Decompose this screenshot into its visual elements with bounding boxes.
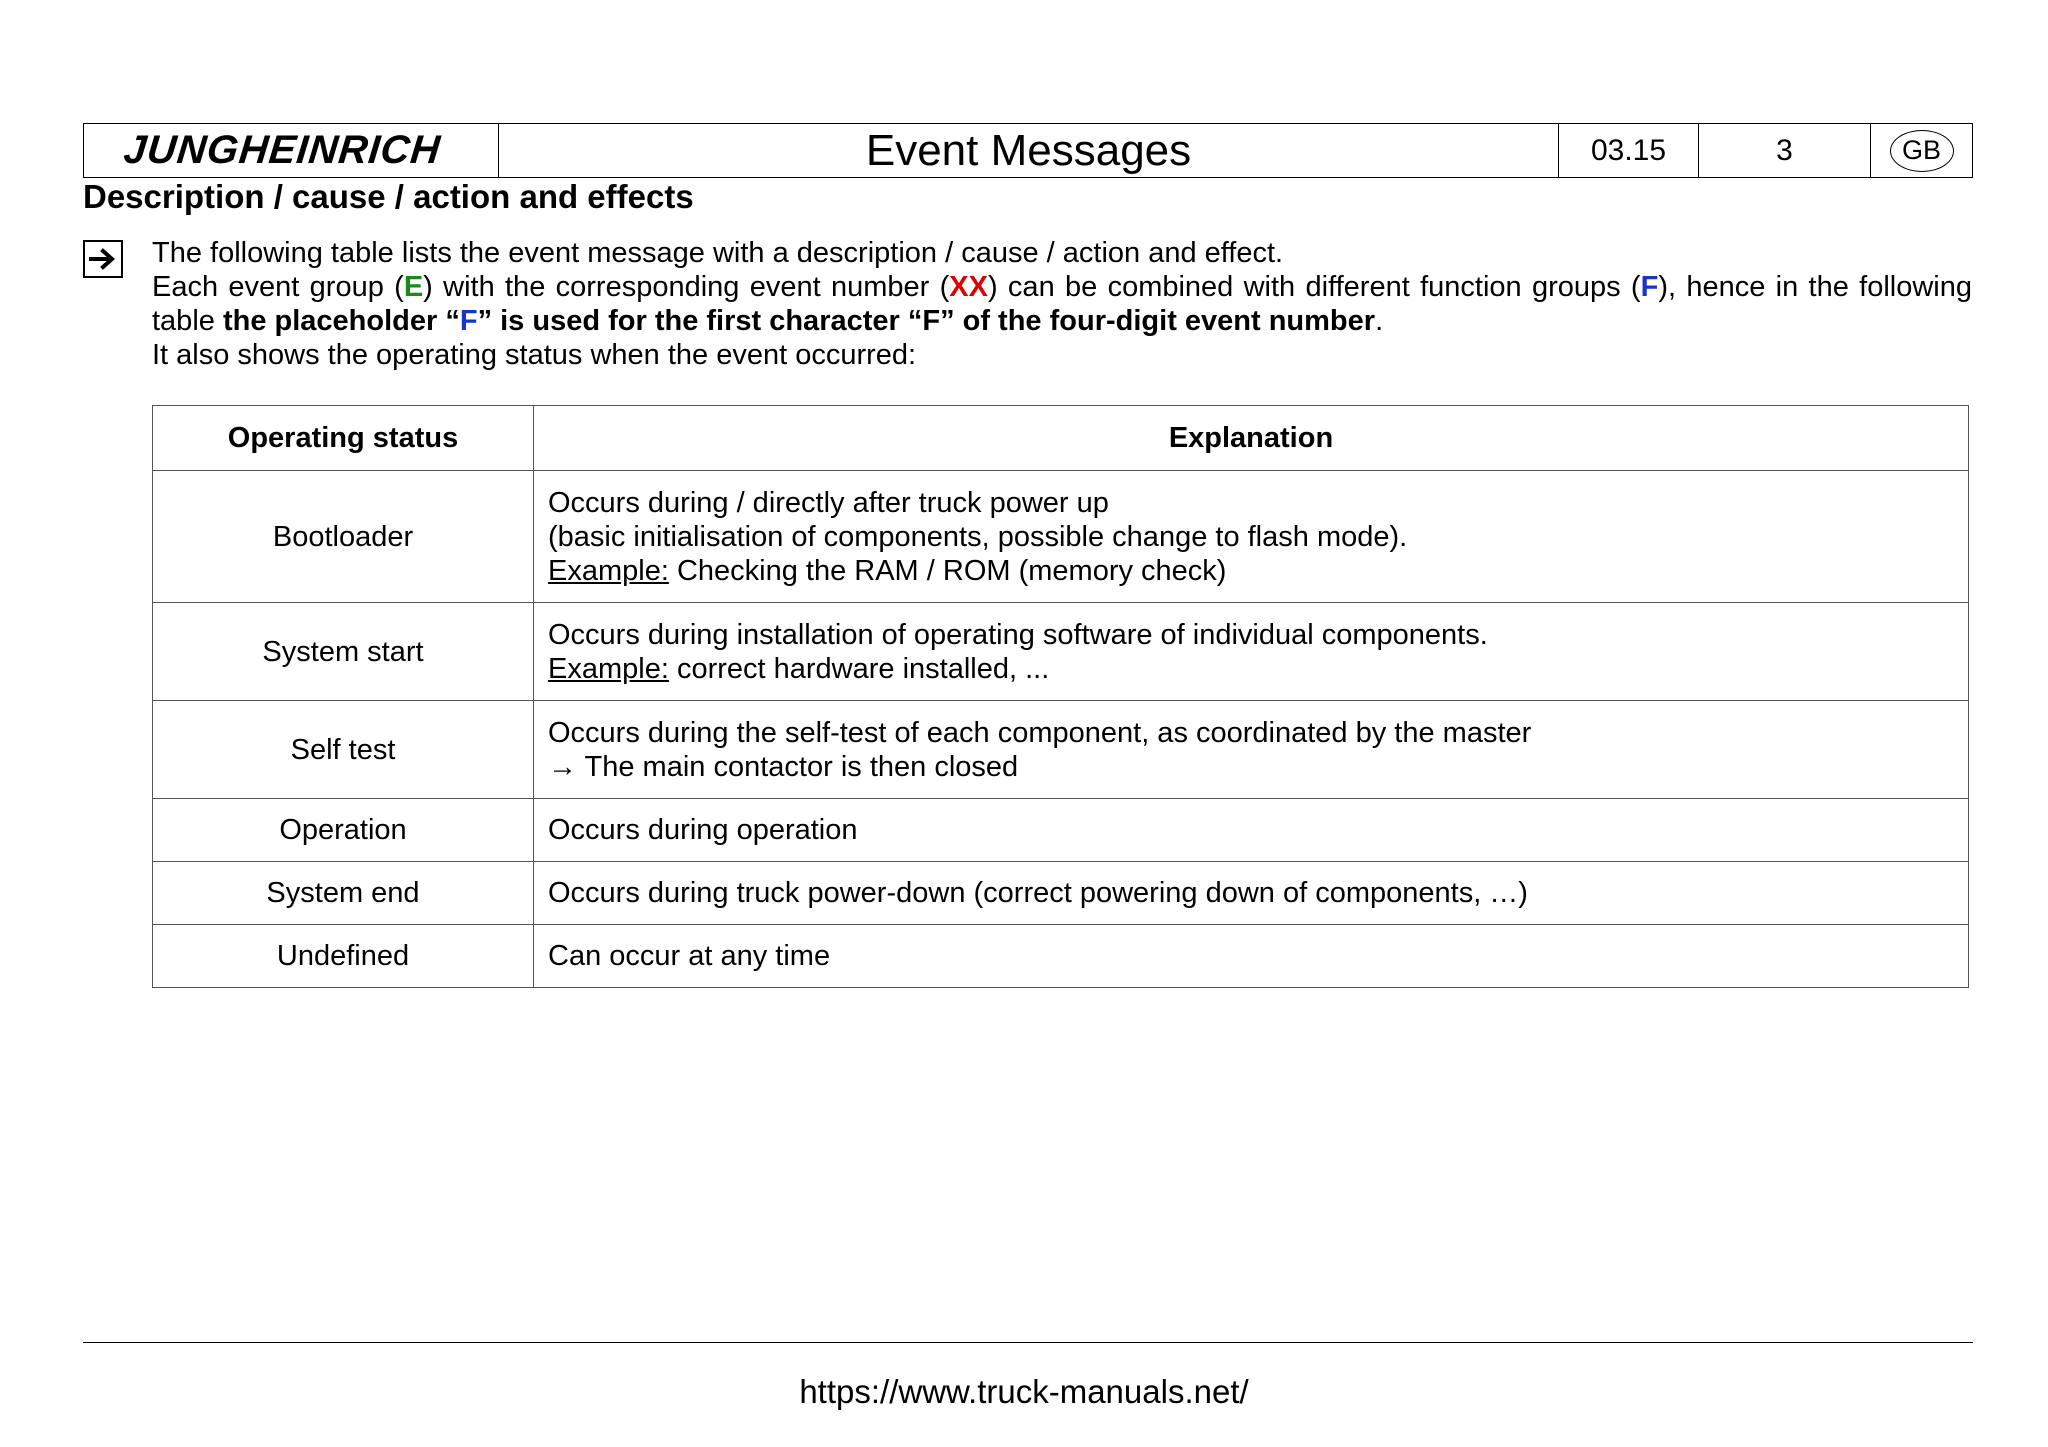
explanation-cell: Occurs during / directly after truck power up (basic initialisation of components, possible change to flash mode). Example: Checking the RAM / ROM (memory check) [534, 471, 1969, 603]
example-label: Example: [548, 652, 669, 685]
explanation-cell: Occurs during the self-test of each component, as coordinated by the master → The main contactor is then closed [534, 701, 1969, 799]
status-cell: System start [153, 603, 534, 701]
footer-divider [83, 1342, 1973, 1343]
logo-cell [84, 124, 499, 177]
status-cell: Bootloader [153, 471, 534, 603]
placeholder-f: F [459, 305, 478, 337]
brand-logo: JUNGHEINRICH [121, 128, 443, 172]
header-explanation: Explanation [534, 406, 1969, 471]
function-group-f: F [1640, 271, 1659, 303]
intro-line-2: Each event group (E) with the corresponding event number (XX) can be combined with different function groups (F), hence in the following table the placeholder “F” is used for the first character “F” of the four-digit event number. [152, 271, 1973, 337]
table-row [153, 471, 1969, 603]
language-badge: GB [1890, 130, 1954, 172]
status-cell: Self test [153, 701, 534, 799]
event-number-xx: XX [949, 271, 988, 303]
page-header [83, 123, 1973, 178]
operating-status-table [152, 405, 1969, 988]
status-cell: System end [153, 862, 534, 925]
event-group-e: E [403, 271, 424, 303]
note-arrow-icon [83, 240, 123, 278]
example-label: Example: [548, 554, 669, 587]
document-title: Event Messages [499, 124, 1559, 177]
table-row [153, 799, 1969, 862]
document-date: 03.15 [1559, 124, 1699, 177]
page-number: 3 [1699, 124, 1871, 177]
table-row [153, 925, 1969, 988]
status-cell: Operation [153, 799, 534, 862]
status-cell: Undefined [153, 925, 534, 988]
explanation-cell: Occurs during truck power-down (correct powering down of components, …) [534, 862, 1969, 925]
footer-url: https://www.truck-manuals.net/ [799, 1373, 1249, 1410]
table-row [153, 701, 1969, 799]
table-row [153, 603, 1969, 701]
table-row [153, 862, 1969, 925]
intro-line-1: The following table lists the event message with a description / cause / action and effect. [152, 237, 1284, 269]
explanation-cell: Can occur at any time [534, 925, 1969, 988]
section-title: Description / cause / action and effects [83, 178, 694, 215]
intro-text [152, 236, 1972, 372]
explanation-cell: Occurs during installation of operating software of individual components. Example: correct hardware installed, ... [534, 603, 1969, 701]
explanation-cell: Occurs during operation [534, 799, 1969, 862]
language-cell [1871, 124, 1972, 177]
table-header-row [153, 406, 1969, 471]
intro-line-3: It also shows the operating status when the event occurred: [152, 339, 917, 371]
header-operating-status: Operating status [153, 406, 534, 471]
